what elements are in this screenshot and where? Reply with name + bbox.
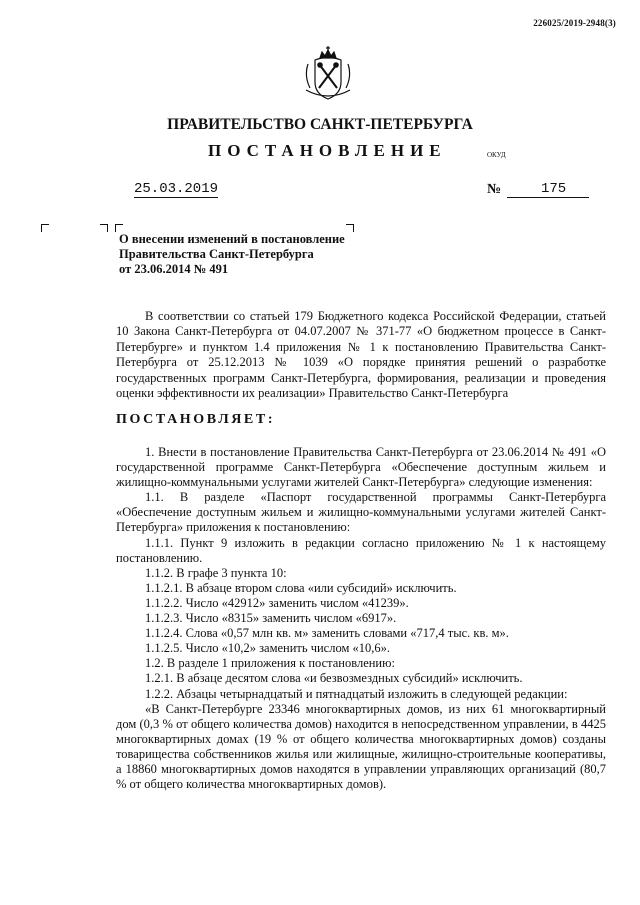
- subject-line: от 23.06.2014 № 491: [119, 262, 229, 276]
- paragraph: 1.1.2. В графе 3 пункта 10:: [145, 565, 287, 580]
- paragraph: 1.1.2.3. Число «8315» заменить числом «6917».: [145, 611, 397, 626]
- preamble-text: В соответствии со статьей 179 Бюджетного кодекса Российской Федерации, статьей 10 Закона Санкт-Петербурга от 04.07.2007 № 371-77 «О бюджетном процессе в Санкт-Петербурге» и пунктом 1.4 приложения № 1 к постановлению Правительства Санкт-Петербурга от 25.12.2013 № 1039 «О порядке принятия решений о разработке государственных программ Санкт-Петербурга, формирования, реализации и проведения оценки эффективности их реализации» Правительство Санкт-Петербурга: [116, 309, 606, 401]
- preamble-section: [116, 309, 606, 401]
- paragraph: 1.1.2.1. В абзаце втором слова «или субсидий» исключить.: [145, 580, 457, 595]
- document-id: 226025/2019-2948(3): [533, 18, 616, 28]
- paragraph: 1.2.2. Абзацы четырнадцатый и пятнадцатый изложить в следующей редакции:: [145, 686, 568, 701]
- paragraph: 1.1.2.4. Слова «0,57 млн кв. м» заменить словами «717,4 тыс. кв. м».: [145, 626, 509, 641]
- organization-title: ПРАВИТЕЛЬСТВО САНКТ-ПЕТЕРБУРГА: [167, 116, 473, 133]
- corner-mark: [41, 224, 49, 232]
- subject-line: Правительства Санкт-Петербурга: [119, 247, 314, 261]
- decree-heading: ПОСТАНОВЛЯЕТ:: [116, 412, 276, 427]
- corner-mark: [346, 224, 354, 232]
- document-number: 175: [507, 181, 589, 198]
- paragraph: 1.1. В разделе «Паспорт государственной программы Санкт-Петербурга «Обеспечение доступным жильем и жилищно-коммунальными услугами жителей Санкт-Петербурга» приложения к постановлению:: [116, 490, 606, 535]
- paragraph: 1.1.2.2. Число «42912» заменить числом «41239».: [145, 595, 409, 610]
- paragraph: 1.1.2.5. Число «10,2» заменить числом «10,6».: [145, 641, 391, 656]
- corner-mark: [100, 224, 108, 232]
- paragraph: 1.1.1. Пункт 9 изложить в редакции согласно приложению № 1 к настоящему постановлению.: [116, 535, 606, 565]
- document-type: ПОСТАНОВЛЕНИЕ: [208, 141, 447, 160]
- document-date: 25.03.2019: [134, 181, 219, 197]
- paragraph: 1.2.1. В абзаце десятом слова «и безвозмездных субсидий» исключить.: [145, 671, 523, 686]
- document-body: [116, 445, 606, 792]
- paragraph: «В Санкт-Петербурге 23346 многоквартирных домов, из них 61 многоквартирный дом (0,3 % от общего количества домов) находится в непосредственном управлении, в 4425 многоквартирных домах (19 % от общего количества многоквартирных домов) созданы товарищества собственников жилья или жилищные, жилищно-строительные кооперативы, а 18860 многоквартирных домов находятся в управлении управляющих организаций (80,7 % от общего количества многоквартирных домов).: [116, 701, 606, 792]
- paragraph: 1. Внести в постановление Правительства Санкт-Петербурга от 23.06.2014 № 491 «О государственной программе Санкт-Петербурга «Обеспечение доступным жильем и жилищно-коммунальными услугами жителей Санкт-Петербурга» следующие изменения:: [116, 445, 606, 490]
- paragraph: 1.2. В разделе 1 приложения к постановлению:: [145, 656, 395, 671]
- document-subject: [119, 232, 345, 277]
- okud-label: ОКУД: [487, 151, 506, 159]
- coat-of-arms-emblem: [298, 44, 358, 104]
- corner-mark: [115, 224, 123, 232]
- number-label: №: [487, 182, 502, 197]
- subject-line: О внесении изменений в постановление: [119, 232, 345, 246]
